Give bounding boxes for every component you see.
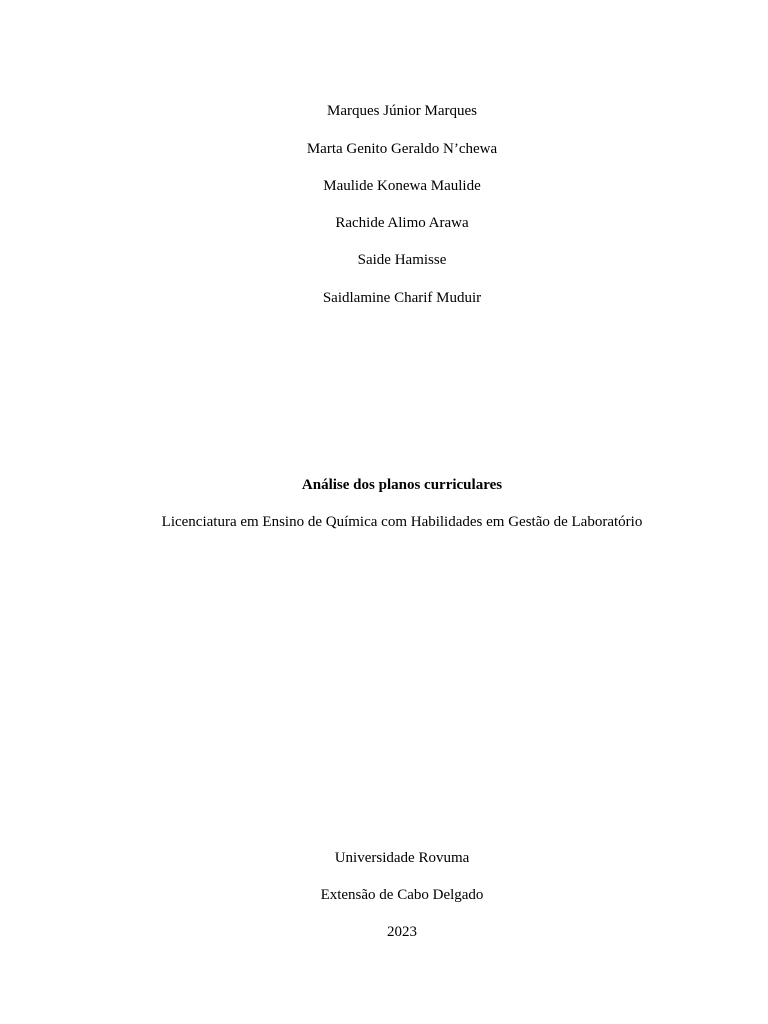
document-title: Análise dos planos curriculares [301, 477, 503, 493]
author-name: Saide Hamisse [357, 252, 447, 268]
document-subtitle: Licenciatura em Ensino de Química com Habilidades em Gestão de Laboratório [161, 514, 643, 530]
document-year: 2023 [387, 924, 417, 940]
campus-name: Extensão de Cabo Delgado [320, 887, 484, 903]
author-name: Marta Genito Geraldo N’chewa [306, 141, 498, 157]
author-name: Maulide Konewa Maulide [323, 178, 481, 194]
author-name: Saidlamine Charif Muduir [322, 290, 482, 306]
university-name: Universidade Rovuma [334, 850, 470, 866]
author-name: Rachide Alimo Arawa [335, 215, 469, 231]
author-name: Marques Júnior Marques [327, 103, 477, 119]
